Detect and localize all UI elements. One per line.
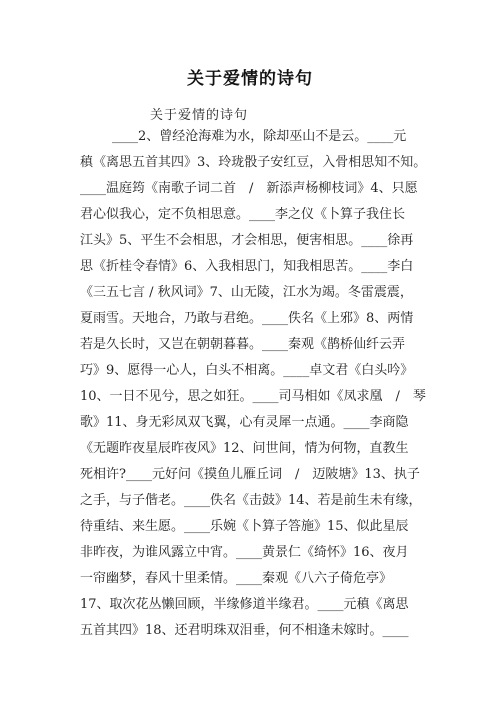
body-line-4: 君心似我心，定不负相思意。____李之仪《卜算子我住长 [80,207,406,222]
body-line-11: 10、一日不见兮，思之如狂。____司马相如《凤求凰 / 琴 [80,389,426,404]
body-line-13: 《无题昨夜星辰昨夜风》12、问世间，情为何物，直教生 [80,441,409,456]
document-subtitle: 关于爱情的诗句 [150,108,249,123]
body-line-9: 若是久长时，又岂在朝朝暮暮。____秦观《鹊桥仙纤云弄 [80,337,406,352]
body-line-12: 歌》11、身无彩凤双飞翼，心有灵犀一点通。____李商隐 [80,415,409,430]
body-line-14: 死相许?____元好问《摸鱼儿雁丘词 / 迈陂塘》13、执子 [80,467,420,482]
body-line-7: 《三五七言 / 秋风词》7、山无陵，江水为竭。冬雷震震， [80,285,413,300]
poem-list-body [80,124,444,644]
body-line-16: 待重结、来生愿。____乐婉《卜算子答施》15、似此星辰 [80,519,409,534]
body-line-20: 五首其四》18、还君明珠双泪垂，何不相逢未嫁时。____ [80,623,409,638]
body-line-2: 稹《离思五首其四》3、玲珑骰子安红豆，入骨相思知不知。 [80,155,427,170]
body-line-19: 17、取次花丛懒回顾，半缘修道半缘君。____元稹《离思 [80,597,409,612]
body-line-3: ____温庭筠《南歌子词二首 / 新添声杨柳枝词》4、只愿 [80,181,418,196]
body-line-5: 江头》5、平生不会相思，才会相思，便害相思。____徐再 [80,233,414,248]
document-title: 关于爱情的诗句 [187,69,313,89]
body-line-1: ____2、曾经沧海难为水，除却巫山不是云。____元 [112,129,407,144]
body-line-10: 巧》9、愿得一心人，白头不相离。____卓文君《白头吟》 [80,363,414,378]
body-line-15: 之手，与子偕老。____佚名《击鼓》14、若是前生未有缘， [80,493,422,508]
body-line-6: 思《折桂令春情》6、入我相思门，知我相思苦。____李白 [80,259,414,274]
body-line-17: 非昨夜，为谁风露立中宵。____黄景仁《绮怀》16、夜月 [80,545,409,560]
body-line-8: 夏雨雪。天地合，乃敢与君绝。____佚名《上邪》8、两情 [80,311,414,326]
body-line-18: 一帘幽梦，春风十里柔情。____秦观《八六子倚危亭》 [80,571,393,586]
